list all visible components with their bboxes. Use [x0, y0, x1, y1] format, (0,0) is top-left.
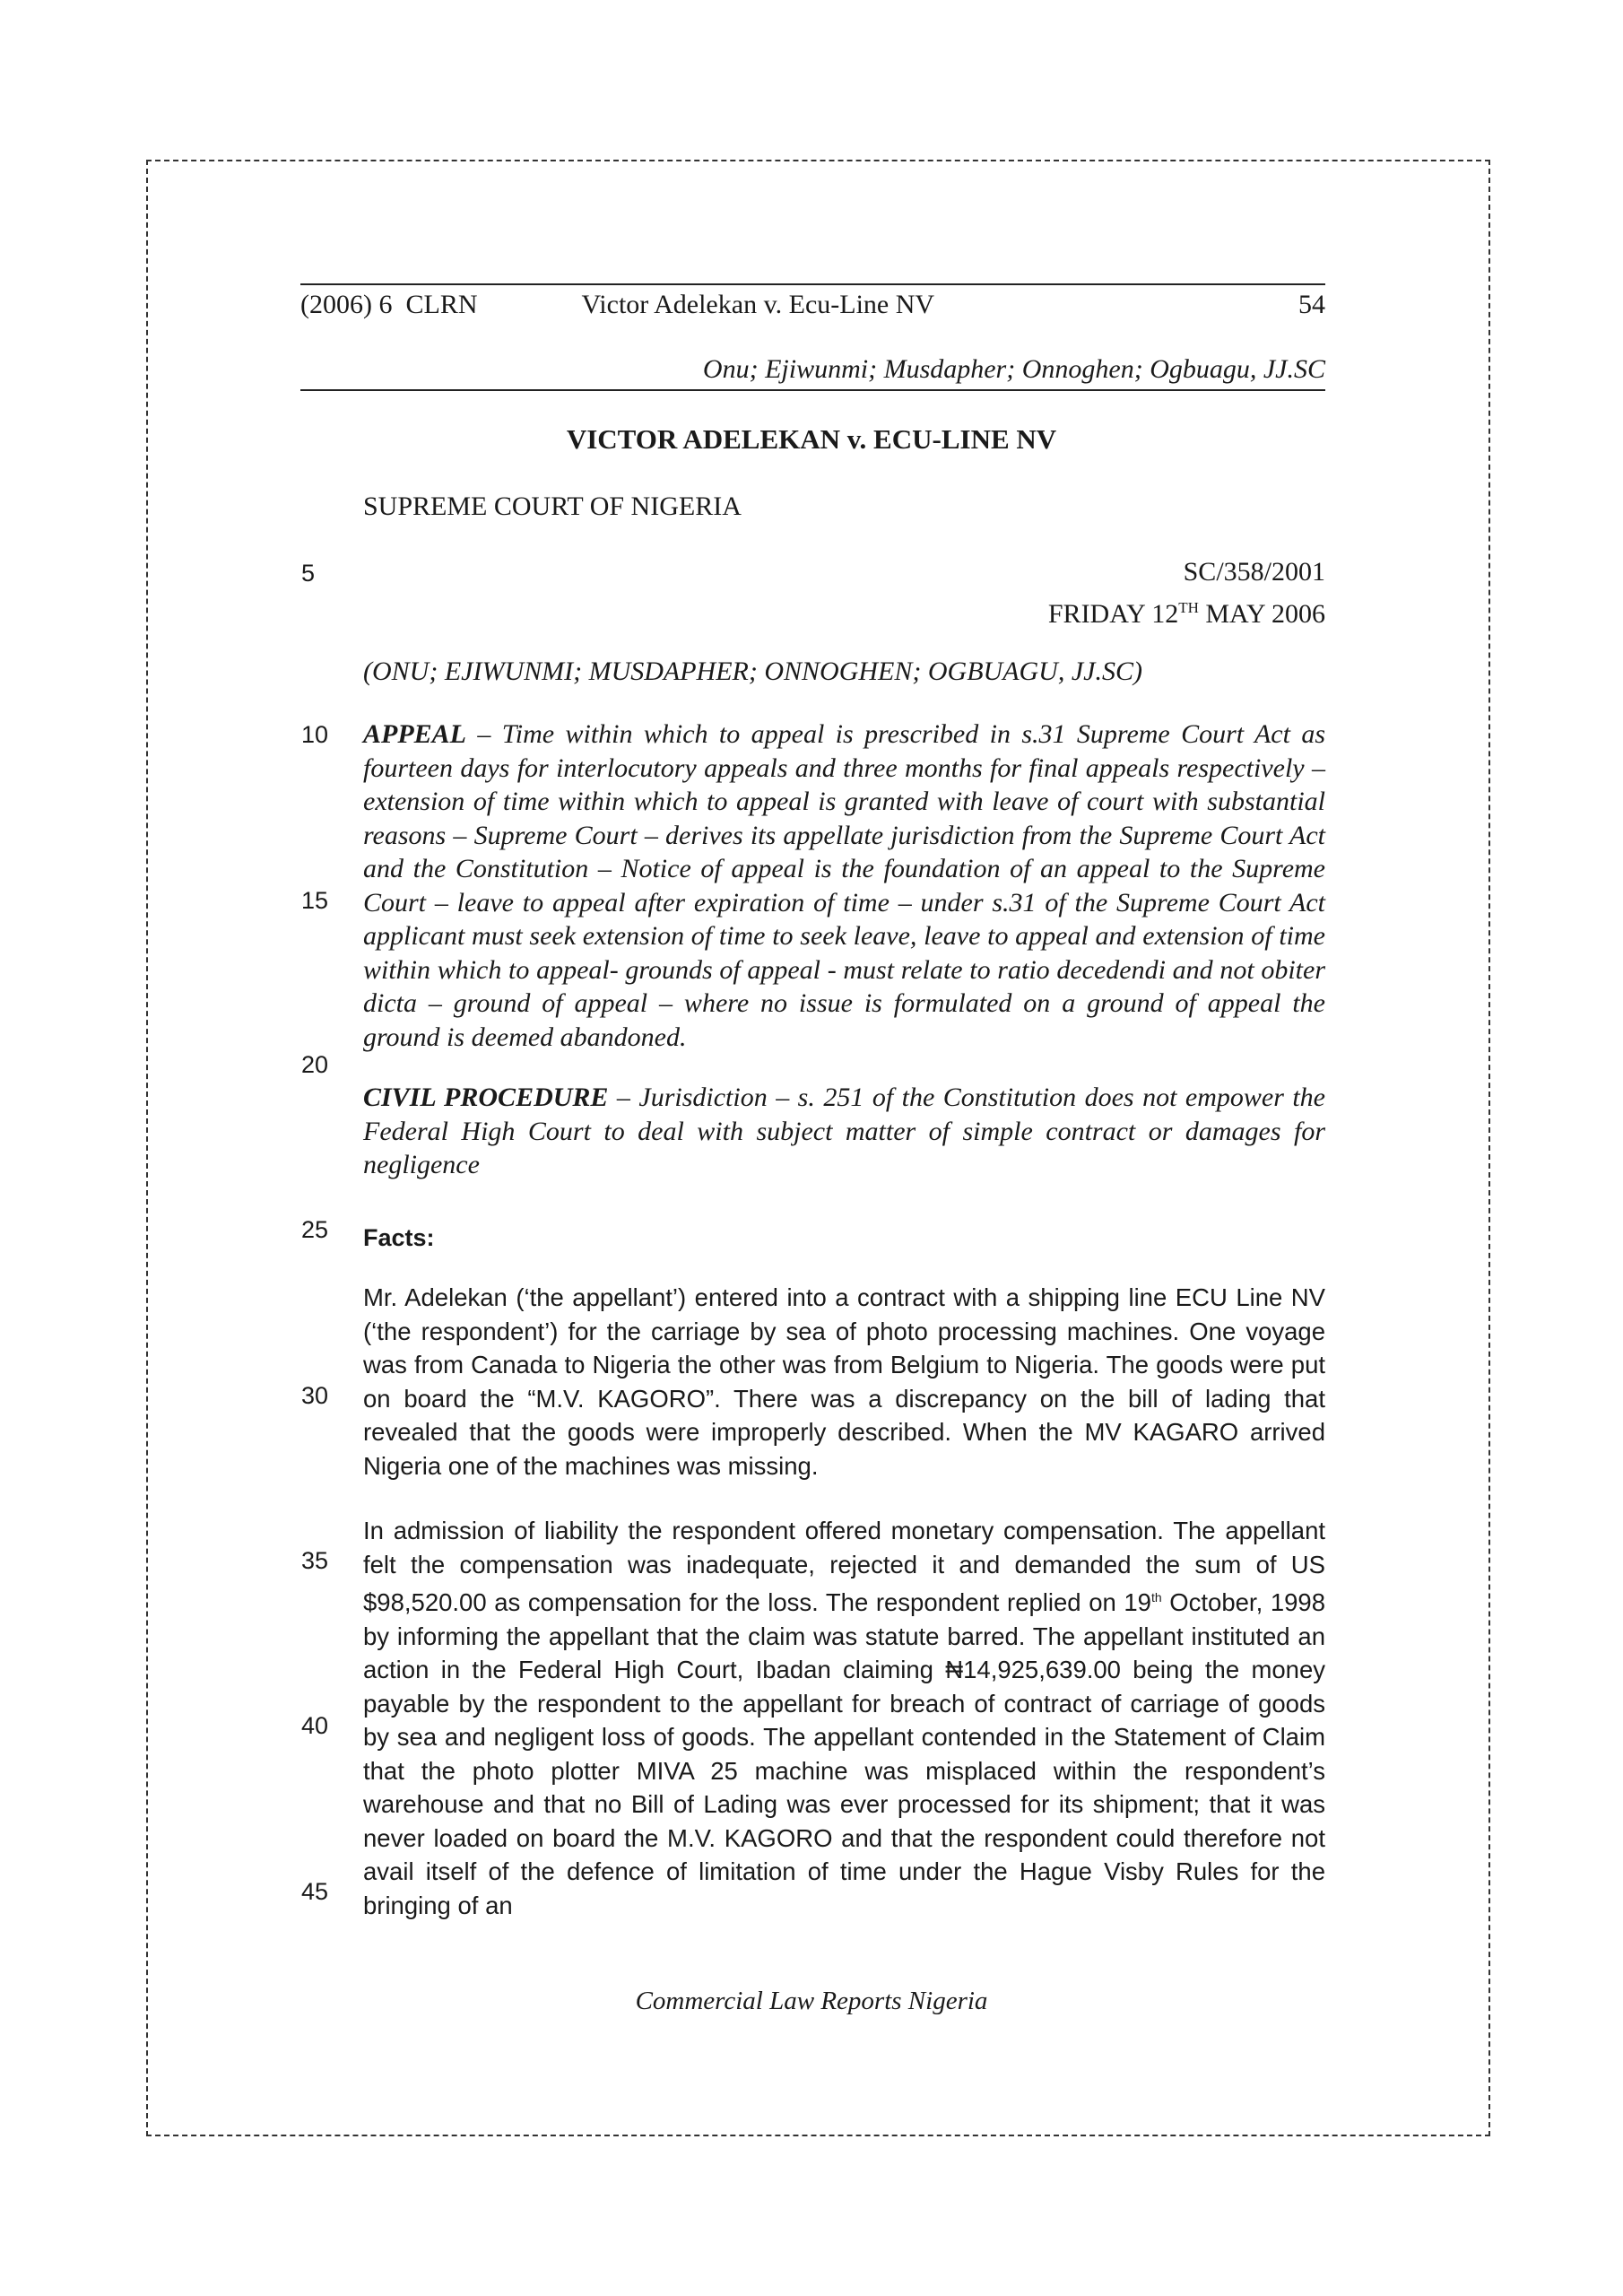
header-top-rule [300, 283, 1325, 285]
line-number: 40 [301, 1712, 329, 1739]
line-number: 5 [301, 560, 316, 587]
suit-info [1048, 554, 1325, 632]
court-name: SUPREME COURT OF NIGERIA [363, 491, 742, 521]
catchword-civil-procedure [363, 1081, 1325, 1182]
footer-publication: Commercial Law Reports Nigeria [635, 1987, 988, 2015]
facts-heading: Facts: [363, 1224, 435, 1251]
judgment-date: FRIDAY 12TH MAY 2006 [1047, 599, 1325, 629]
catchword-heading: CIVIL PROCEDURE [363, 1083, 609, 1112]
case-title: VICTOR ADELEKAN v. ECU-LINE NV [566, 423, 1057, 455]
line-number: 20 [301, 1051, 329, 1078]
coram: (ONU; EJIWUNMI; MUSDAPHER; ONNOGHEN; OGBUAGU, JJ.SC) [363, 657, 1142, 686]
catchword-heading: APPEAL [363, 719, 467, 749]
line-number: 10 [301, 721, 329, 748]
facts-paragraph: Mr. Adelekan (‘the appellant’) entered into a contract with a shipping line ECU Line NV (‘the respondent’) for the carriage by sea of photo processing machines. One voyage was from Canada to Nigeria the other was from Belgium to Nigeria. The goods were put on board the “M.V. KAGORO”. There was a discrepancy on the bill of lading that revealed that the goods were improperly described. When the MV KAGARO arrived Nigeria one of the machines was missing. [363, 1283, 1325, 1480]
line-number: 35 [301, 1547, 329, 1574]
running-header [300, 290, 1325, 320]
suit-number: SC/358/2001 [1183, 557, 1325, 587]
line-number: 15 [301, 887, 329, 914]
header-judges: Onu; Ejiwunmi; Musdapher; Onnoghen; Ogbuagu, JJ.SC [702, 354, 1325, 384]
catchword-appeal [363, 718, 1325, 1054]
running-title: Victor Adelekan v. Ecu-Line NV [581, 290, 935, 319]
header-bottom-rule [300, 389, 1325, 391]
facts-paragraph: In admission of liability the respondent offered monetary compensation. The appellant felt the compensation was inadequate, rejected it and demanded the sum of US $98,520.00 as compensation for the loss. The respondent replied on 19th October, 1998 by informing the appellant that the claim was statute barred. The appellant instituted an action in the Federal High Court, Ibadan claiming ₦14,925,639.00 being the money payable by the respondent to the appellant for breach of contract of carriage of goods by sea and negligent loss of goods. The appellant contended in the Statement of Claim that the photo plotter MIVA 25 machine was misplaced within the respondent’s warehouse and that no Bill of Lading was ever processed for its shipment; that it was never loaded on board the M.V. KAGORO and that the respondent could therefore not avail itself of the defence of limitation of time under the Hague Visby Rules for the bringing of an [363, 1517, 1325, 1919]
catchword-text: – Jurisdiction – s. 251 of the Constitution does not empower the Federal High Court to deal with subject matter of simple contract or damages for negligence [363, 1083, 1326, 1179]
catchword-text: – Time within which to appeal is prescribed in s.31 Supreme Court Act as fourteen days for interlocutory appeals and three months for final appeals respectively – extension of time within which to appeal is granted with leave of court with substantial reasons – Supreme Court – derives its appellate jurisdiction from the Supreme Court Act and the Constitution – Notice of appeal is the foundation of an appeal to the Supreme Court – leave to appeal after expiration of time – under s.31 of the Supreme Court Act applicant must seek extension of time to seek leave, leave to appeal and extension of time within which to appeal- grounds of appeal - must relate to ratio decedendi and not obiter dicta – ground of appeal – where no issue is formulated on a ground of appeal the ground is deemed abandoned. [363, 719, 1325, 1052]
citation: (2006) 6 CLRN [300, 290, 478, 319]
page-number: 54 [1298, 290, 1325, 319]
line-number: 25 [301, 1216, 329, 1243]
line-number: 30 [301, 1382, 329, 1409]
line-number: 45 [301, 1878, 329, 1905]
